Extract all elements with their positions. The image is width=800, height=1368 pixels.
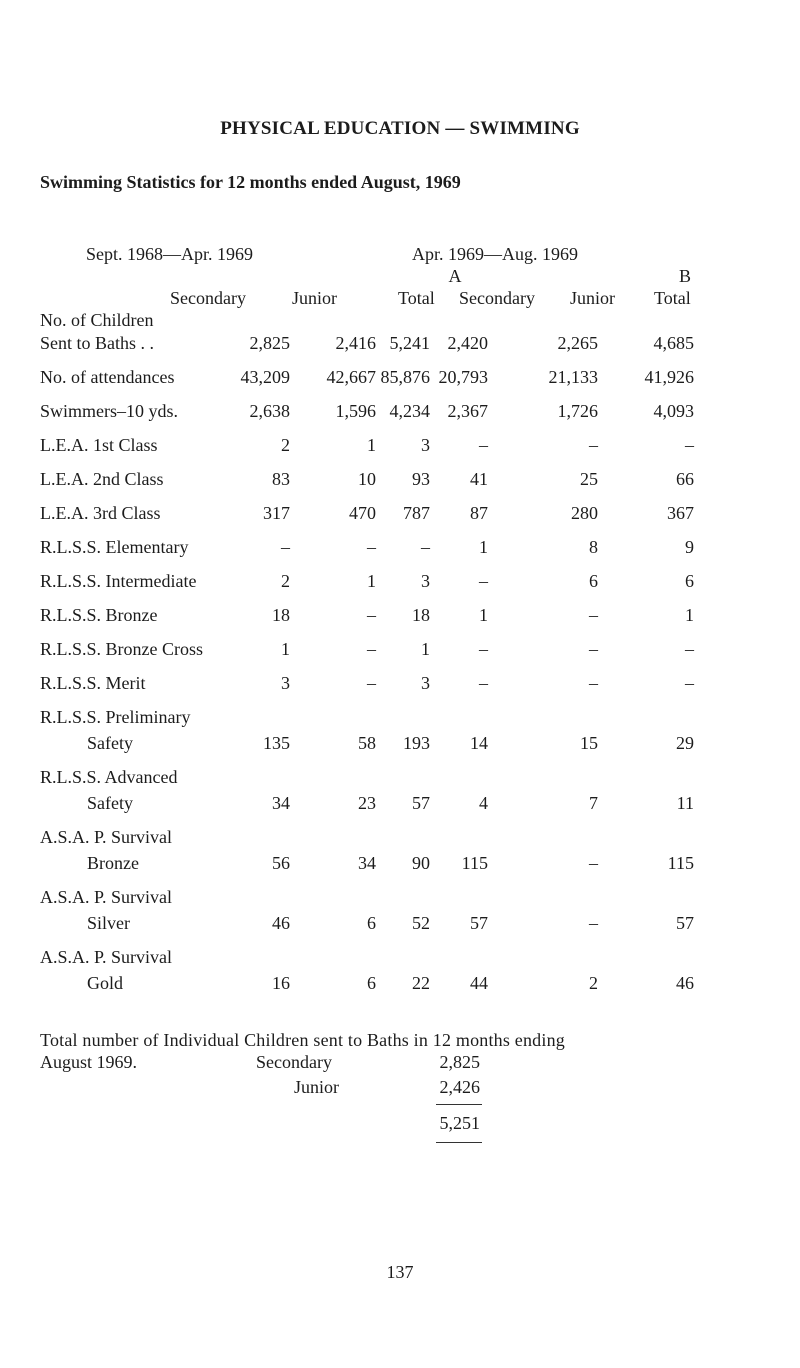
page-subtitle: Swimming Statistics for 12 months ended August, 1969 (40, 172, 461, 192)
cell-total-a: 3 (421, 435, 430, 455)
cell-secondary-1: 46 (272, 913, 290, 933)
cell-total-b: 1 (685, 605, 694, 625)
cell-junior-1: 1,596 (335, 401, 376, 421)
cell-total-b: 11 (676, 793, 694, 813)
cell-total-b: 4,685 (653, 333, 694, 353)
summary-secondary-value: 2,825 (439, 1052, 480, 1072)
row-sublabel: Safety (87, 793, 133, 813)
cell-secondary-1: 34 (272, 793, 290, 813)
cell-total-a: 4,234 (389, 401, 430, 421)
summary-line-1: Total number of Individual Children sent to Baths in 12 months ending (40, 1030, 565, 1050)
cell-secondary-1: 56 (272, 853, 290, 873)
cell-secondary-2: 57 (470, 913, 488, 933)
period-1-header: Sept. 1968—Apr. 1969 (86, 244, 254, 264)
sum-rule-top (436, 1104, 482, 1105)
cell-secondary-2: 2,367 (447, 401, 488, 421)
cell-junior-1: 34 (358, 853, 376, 873)
cell-total-b: 6 (685, 571, 694, 591)
column-header-junior-1: Junior (292, 288, 337, 308)
cell-total-a: 787 (403, 503, 430, 523)
cell-secondary-2: – (479, 639, 488, 659)
row-label: R.L.S.S. Bronze (40, 605, 158, 625)
cell-total-b: 41,926 (644, 367, 694, 387)
page-number: 137 (386, 1262, 414, 1282)
cell-junior-1: 58 (358, 733, 376, 753)
cell-secondary-1: 317 (263, 503, 290, 523)
cell-secondary-2: 1 (479, 537, 488, 557)
cell-junior-1: 1 (367, 435, 376, 455)
cell-junior-2: 2 (589, 973, 598, 993)
cell-secondary-2: 1 (479, 605, 488, 625)
cell-total-a: 3 (421, 673, 430, 693)
cell-junior-2: 15 (580, 733, 598, 753)
cell-secondary-2: 41 (470, 469, 488, 489)
column-header-secondary-1: Secondary (170, 288, 246, 308)
row-label: L.E.A. 2nd Class (40, 469, 164, 489)
cell-total-a: 52 (412, 913, 430, 933)
cell-secondary-2: – (479, 571, 488, 591)
cell-secondary-2: 14 (470, 733, 488, 753)
cell-total-a: 85,876 (380, 367, 430, 387)
cell-total-b: 4,093 (653, 401, 694, 421)
summary-line-2: August 1969. (40, 1052, 138, 1072)
cell-junior-1: 470 (349, 503, 376, 523)
row-label: No. of attendances (40, 367, 175, 387)
cell-junior-2: 21,133 (548, 367, 598, 387)
cell-junior-1: 10 (358, 469, 376, 489)
row-label: R.L.S.S. Elementary (40, 537, 189, 557)
row-label: R.L.S.S. Intermediate (40, 571, 197, 591)
cell-total-b: 46 (676, 973, 694, 993)
cell-junior-2: 6 (589, 571, 598, 591)
column-label-b: B (678, 266, 691, 286)
cell-secondary-1: 43,209 (240, 367, 290, 387)
cell-secondary-2: – (479, 435, 488, 455)
cell-total-a: 22 (412, 973, 430, 993)
cell-total-a: – (421, 537, 430, 557)
column-header-total-a: Total (398, 288, 435, 308)
cell-junior-2: 280 (571, 503, 598, 523)
cell-secondary-2: 4 (479, 793, 488, 813)
column-header-junior-2: Junior (570, 288, 615, 308)
cell-total-b: 115 (667, 853, 694, 873)
row-sublabel: Gold (87, 973, 123, 993)
cell-junior-2: 2,265 (557, 333, 598, 353)
cell-junior-2: – (589, 639, 598, 659)
cell-total-a: 3 (421, 571, 430, 591)
cell-total-a: 193 (403, 733, 430, 753)
cell-junior-2: 7 (589, 793, 598, 813)
summary-junior-value: 2,426 (439, 1077, 480, 1097)
cell-junior-2: – (589, 605, 598, 625)
cell-junior-1: – (367, 673, 376, 693)
cell-total-a: 18 (412, 605, 430, 625)
cell-junior-2: – (589, 435, 598, 455)
cell-secondary-1: 2 (281, 571, 290, 591)
cell-junior-2: 8 (589, 537, 598, 557)
cell-total-b: – (685, 639, 694, 659)
cell-total-a: 57 (412, 793, 430, 813)
cell-secondary-1: 3 (281, 673, 290, 693)
row-label: A.S.A. P. Survival (40, 827, 173, 847)
cell-secondary-1: 16 (272, 973, 290, 993)
cell-junior-2: – (589, 913, 598, 933)
row-label: R.L.S.S. Bronze Cross (40, 639, 204, 659)
row-sublabel: Safety (87, 733, 133, 753)
column-header-total-b: Total (654, 288, 691, 308)
cell-total-b: 29 (676, 733, 694, 753)
summary-total-value: 5,251 (439, 1113, 480, 1133)
cell-total-a: 5,241 (389, 333, 430, 353)
column-label-a: A (448, 266, 462, 286)
cell-junior-1: – (367, 639, 376, 659)
row-label: A.S.A. P. Survival (40, 887, 173, 907)
cell-total-b: 367 (667, 503, 694, 523)
cell-junior-1: 42,667 (326, 367, 376, 387)
cell-secondary-1: – (281, 537, 290, 557)
cell-secondary-1: 1 (281, 639, 290, 659)
cell-junior-2: 1,726 (557, 401, 598, 421)
row-label: R.L.S.S. Advanced (40, 767, 178, 787)
cell-total-b: 57 (676, 913, 694, 933)
row-sublabel: Silver (87, 913, 130, 933)
cell-secondary-2: – (479, 673, 488, 693)
cell-total-a: 90 (412, 853, 430, 873)
cell-junior-1: 23 (358, 793, 376, 813)
cell-total-b: – (685, 435, 694, 455)
summary-junior-label: Junior (294, 1077, 339, 1097)
cell-secondary-2: 115 (461, 853, 488, 873)
row-group-label: No. of Children (40, 310, 154, 330)
cell-junior-1: 6 (367, 913, 376, 933)
page-title: PHYSICAL EDUCATION — SWIMMING (220, 118, 580, 139)
cell-junior-2: 25 (580, 469, 598, 489)
cell-secondary-1: 18 (272, 605, 290, 625)
cell-secondary-2: 20,793 (438, 367, 488, 387)
cell-junior-2: – (589, 853, 598, 873)
cell-secondary-2: 2,420 (447, 333, 488, 353)
cell-secondary-1: 2 (281, 435, 290, 455)
cell-junior-2: – (589, 673, 598, 693)
cell-secondary-2: 44 (470, 973, 488, 993)
cell-total-a: 1 (421, 639, 430, 659)
cell-junior-1: 6 (367, 973, 376, 993)
row-label: L.E.A. 3rd Class (40, 503, 161, 523)
row-label: R.L.S.S. Merit (40, 673, 146, 693)
row-label: L.E.A. 1st Class (40, 435, 158, 455)
summary-secondary-label: Secondary (256, 1052, 332, 1072)
cell-secondary-1: 135 (263, 733, 290, 753)
cell-secondary-1: 2,638 (249, 401, 290, 421)
row-label: Sent to Baths . . (40, 333, 155, 353)
column-header-secondary-2: Secondary (459, 288, 535, 308)
cell-total-b: 66 (676, 469, 694, 489)
sum-rule-bottom (436, 1142, 482, 1143)
cell-total-b: 9 (685, 537, 694, 557)
row-sublabel: Bronze (87, 853, 139, 873)
cell-secondary-2: 87 (470, 503, 488, 523)
row-label: R.L.S.S. Preliminary (40, 707, 191, 727)
row-label: Swimmers–10 yds. (40, 401, 179, 421)
cell-secondary-1: 83 (272, 469, 290, 489)
cell-total-a: 93 (412, 469, 430, 489)
cell-junior-1: – (367, 605, 376, 625)
cell-secondary-1: 2,825 (249, 333, 290, 353)
cell-total-b: – (685, 673, 694, 693)
cell-junior-1: 1 (367, 571, 376, 591)
cell-junior-1: – (367, 537, 376, 557)
row-label: A.S.A. P. Survival (40, 947, 173, 967)
period-2-header: Apr. 1969—Aug. 1969 (412, 244, 578, 264)
cell-junior-1: 2,416 (335, 333, 376, 353)
